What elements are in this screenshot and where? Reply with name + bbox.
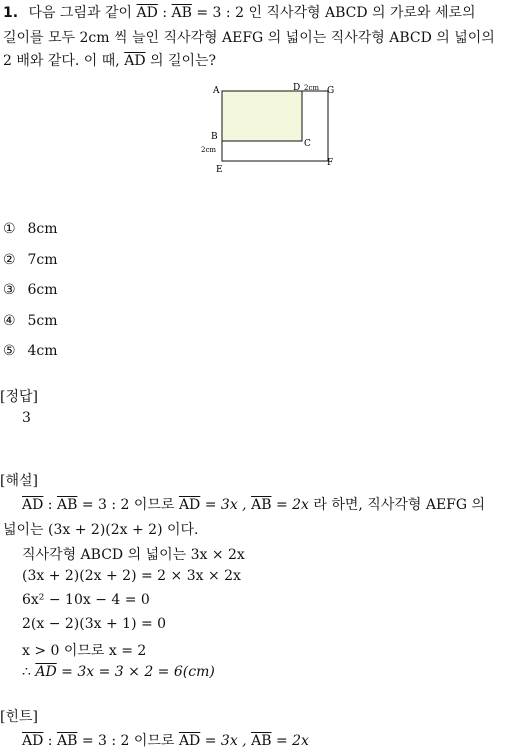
connector-text: 이므로: [133, 497, 175, 513]
solution-line-7: x > 0 이므로 x = 2: [22, 643, 147, 659]
segment-ad: $\overline{AD}$: [124, 53, 146, 69]
colon: :: [47, 733, 53, 749]
segment-ad: $\overline{AD}$: [136, 5, 158, 21]
solution-line-5: 6x² − 10x − 4 = 0: [22, 592, 150, 608]
solution-line-8: [22, 664, 215, 680]
segment-ad: $\overline{AD}$: [178, 497, 201, 513]
choice-marker: ②: [3, 252, 16, 268]
question-text-pre-3: 2 배와 같다. 이 때,: [3, 53, 120, 69]
choice-value: 4cm: [27, 343, 58, 359]
choice-marker: ①: [3, 221, 16, 237]
question-text-pre: 다음 그림과 같이: [28, 5, 133, 21]
equation-ad: = 3x ,: [204, 733, 247, 749]
ratio-text: = 3 : 2: [81, 497, 130, 513]
label-d: D: [293, 83, 301, 93]
segment-ab: $\overline{AB}$: [171, 5, 192, 21]
connector-text: 이므로: [133, 733, 175, 749]
choice-1[interactable]: [3, 221, 57, 237]
choice-marker: ⑤: [3, 343, 16, 359]
label-b: B: [211, 132, 218, 142]
choice-value: 6cm: [27, 282, 58, 298]
question-line-1: [3, 2, 476, 22]
hint-line-1: [22, 730, 309, 750]
segment-ab: $\overline{AB}$: [56, 497, 78, 513]
colon: :: [47, 497, 53, 513]
segment-ab: $\overline{AB}$: [251, 733, 272, 749]
label-g: G: [327, 86, 335, 96]
equation-ab: = 2x: [275, 733, 309, 749]
segment-ad: $\overline{AD}$: [22, 497, 44, 513]
choice-5[interactable]: [3, 343, 57, 359]
rectangle-figure: [196, 80, 346, 180]
equation-ad: = 3x ,: [204, 497, 247, 513]
label-f: F: [327, 158, 334, 168]
label-a: A: [213, 86, 220, 96]
question-line-3: [3, 50, 216, 70]
question-line-2: 길이를 모두 2cm 씩 늘인 직사각형 AEFG 의 넓이는 직사각형 ABCD 의 넓이의: [3, 30, 495, 46]
solution-line-1: [22, 494, 485, 514]
segment-ad: $\overline{AD}$: [35, 664, 57, 680]
answer-value: 3: [22, 410, 31, 426]
colon: :: [162, 5, 168, 21]
ratio-text: = 3 : 2: [196, 5, 244, 21]
hint-heading: [힌트]: [0, 709, 38, 725]
answer-heading: [정답]: [0, 389, 38, 405]
rectangle-abcd: [222, 91, 302, 141]
question-text-post-3: 의 길이는?: [150, 53, 217, 69]
label-top-2cm: 2cm: [304, 84, 320, 92]
choice-marker: ④: [3, 313, 16, 329]
segment-ab: $\overline{AB}$: [251, 497, 272, 513]
solution-line-4: (3x + 2)(2x + 2) = 2 × 3x × 2x: [22, 568, 241, 584]
final-equation: = 3x = 3 × 2 = 6(cm): [61, 664, 215, 680]
choice-value: 7cm: [27, 252, 58, 268]
therefore-symbol: ∴: [22, 664, 31, 680]
solution-text-post: 라 하면, 직사각형 AEFG 의: [313, 497, 486, 513]
segment-ad: $\overline{AD}$: [22, 733, 44, 749]
solution-line-2: 넓이는 (3x + 2)(2x + 2) 이다.: [3, 522, 199, 538]
question-number: 1.: [3, 5, 19, 21]
choice-2[interactable]: [3, 252, 57, 268]
equation-ab: = 2x: [275, 497, 309, 513]
ratio-text: = 3 : 2: [81, 733, 130, 749]
label-c: C: [304, 139, 311, 149]
label-left-2cm: 2cm: [201, 146, 217, 154]
choice-value: 5cm: [27, 313, 58, 329]
segment-ad: $\overline{AD}$: [178, 733, 201, 749]
choice-3[interactable]: [3, 282, 57, 298]
choice-marker: ③: [3, 282, 16, 298]
choice-value: 8cm: [27, 221, 58, 237]
choice-4[interactable]: [3, 313, 57, 329]
solution-line-6: 2(x − 2)(3x + 1) = 0: [22, 616, 167, 632]
segment-ab: $\overline{AB}$: [56, 733, 78, 749]
solution-heading: [해설]: [0, 473, 38, 489]
solution-line-3: 직사각형 ABCD 의 넓이는 3x × 2x: [22, 547, 245, 563]
label-e: E: [216, 165, 223, 175]
question-text-post: 인 직사각형 ABCD 의 가로와 세로의: [248, 5, 476, 21]
